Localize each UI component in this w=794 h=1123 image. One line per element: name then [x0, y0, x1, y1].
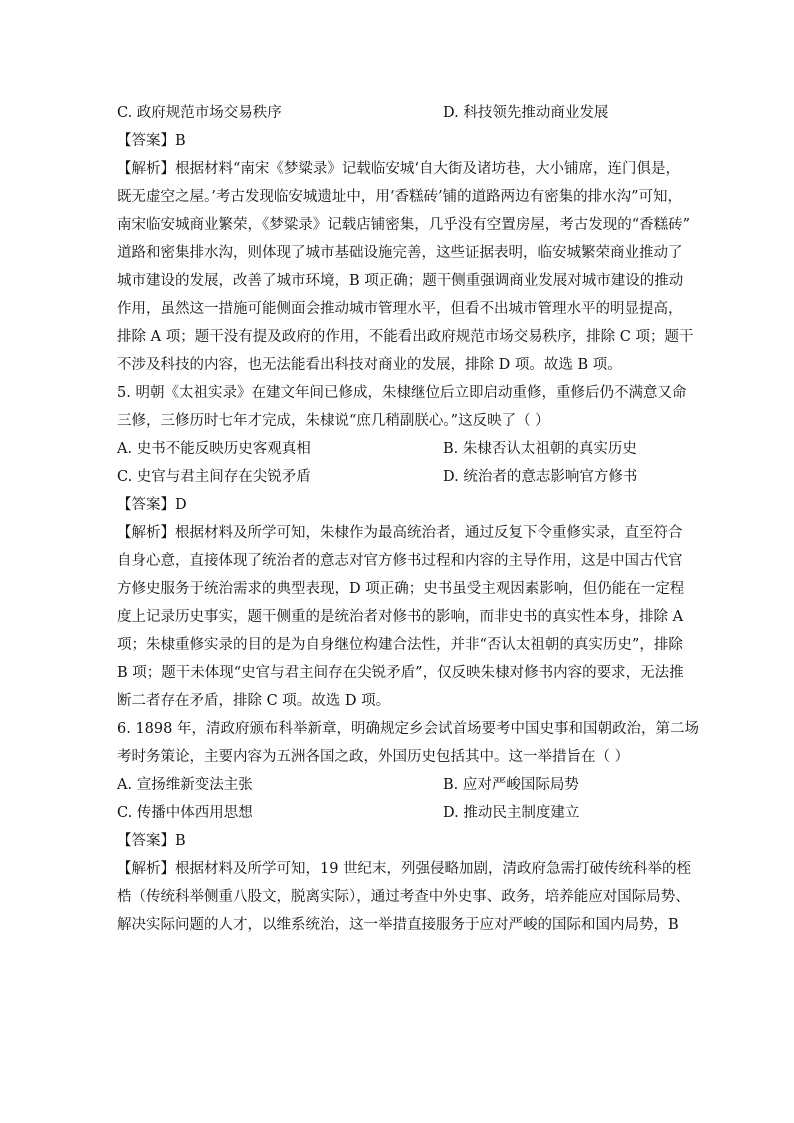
analysis-line: 排除 A 项；题干没有提及政府的作用，不能看出政府规范市场交易秩序，排除 C 项；题干 — [117, 329, 694, 345]
analysis-line: 方修史服务于统治需求的典型表现，D 项正确；史书虽受主观因素影响，但仍能在一定程 — [117, 581, 685, 597]
analysis-line: 断二者存在矛盾，排除 C 项。故选 D 项。 — [117, 693, 391, 709]
answer-option: D. 统治者的意志影响官方修书 — [443, 469, 638, 485]
question-stem — [117, 715, 699, 771]
option-row — [117, 463, 677, 491]
document-content — [117, 99, 699, 939]
analysis-line: 项；朱棣重修实录的目的是为自身继位构建合法性，并非“否认太祖朝的真实历史”，排除 — [117, 637, 683, 653]
answer-option: B. 应对严峻国际局势 — [443, 777, 579, 793]
analysis-line: 道路和密集排水沟，则体现了城市基础设施完善，这些证据表明，临安城繁荣商业推动了 — [117, 245, 683, 261]
analysis-paragraph — [117, 155, 694, 379]
option-row — [117, 99, 677, 127]
analysis-line: 不涉及科技的内容，也无法能看出科技对商业的发展，排除 D 项。故选 B 项。 — [117, 357, 622, 373]
answer-key: 【答案】D — [117, 497, 187, 513]
analysis-line: 梏（传统科举侧重八股文，脱离实际），通过考查中外史事、政务，培养能应对国际局势、 — [117, 889, 690, 905]
answer-key: 【答案】B — [117, 833, 186, 849]
analysis-line: 城市建设的发展，改善了城市环境，B 项正确；题干侧重强调商业发展对城市建设的推动 — [117, 273, 684, 289]
question-line: 5. 明朝《太祖实录》在建文年间已修成，朱棣继位后立即启动重修，重修后仍不满意又命 — [117, 385, 687, 401]
analysis-line: 自身心意，直接体现了统治者的意志对官方修书过程和内容的主导作用，这是中国古代官 — [117, 553, 683, 569]
analysis-line: 【解析】根据材料及所学可知，19 世纪末，列强侵略加剧，清政府急需打破传统科举的桎 — [117, 861, 692, 877]
analysis-line: 度上记录历史事实，题干侧重的是统治者对修书的影响，而非史书的真实性本身，排除 A — [117, 609, 684, 625]
option-row — [117, 799, 677, 827]
analysis-line: 南宋临安城商业繁荣，《梦粱录》记载店铺密集，几乎没有空置房屋，考古发现的“香糕砖” — [117, 217, 691, 233]
analysis-line: 【解析】根据材料“南宋《梦粱录》记载临安城‘自大街及诸坊巷，大小铺席，连门俱是， — [117, 161, 681, 177]
question-stem — [117, 379, 687, 435]
answer-option: D. 科技领先推动商业发展 — [443, 105, 609, 121]
analysis-line: 作用，虽然这一措施可能侧面会推动城市管理水平，但看不出城市管理水平的明显提高， — [117, 301, 683, 317]
answer-key: 【答案】B — [117, 133, 186, 149]
analysis-paragraph — [117, 855, 692, 939]
answer-option: C. 史官与君主间存在尖锐矛盾 — [117, 469, 311, 485]
analysis-paragraph — [117, 519, 685, 715]
analysis-line: B 项；题干未体现“史官与君主间存在尖锐矛盾”，仅反映朱棣对修书内容的要求，无法推 — [117, 665, 684, 681]
analysis-line: 既无虚空之屋。’考古发现临安城遗址中，用‘香糕砖’铺的道路两边有密集的排水沟”可知， — [117, 189, 682, 205]
question-line: 三修，三修历时七年才完成，朱棣说“庶几稍副朕心。”这反映了（ ） — [117, 413, 550, 429]
analysis-line: 解决实际问题的人才，以维系统治，这一举措直接服务于应对严峻的国际和国内局势，B — [117, 917, 679, 933]
question-line: 6. 1898 年，清政府颁布科举新章，明确规定乡会试首场要考中国史事和国朝政治，第二场 — [117, 721, 699, 737]
answer-option: C. 政府规范市场交易秩序 — [117, 105, 282, 121]
answer-option: C. 传播中体西用思想 — [117, 805, 253, 821]
answer-option: B. 朱棣否认太祖朝的真实历史 — [443, 441, 637, 457]
answer-option: A. 宣扬维新变法主张 — [117, 777, 253, 793]
option-row — [117, 771, 677, 799]
answer-option: D. 推动民主制度建立 — [443, 805, 580, 821]
answer-option: A. 史书不能反映历史客观真相 — [117, 441, 311, 457]
option-row — [117, 435, 677, 463]
analysis-line: 【解析】根据材料及所学可知，朱棣作为最高统治者，通过反复下令重修实录，直至符合 — [117, 525, 683, 541]
question-line: 考时务策论，主要内容为五洲各国之政，外国历史包括其中。这一举措旨在（ ） — [117, 749, 630, 765]
